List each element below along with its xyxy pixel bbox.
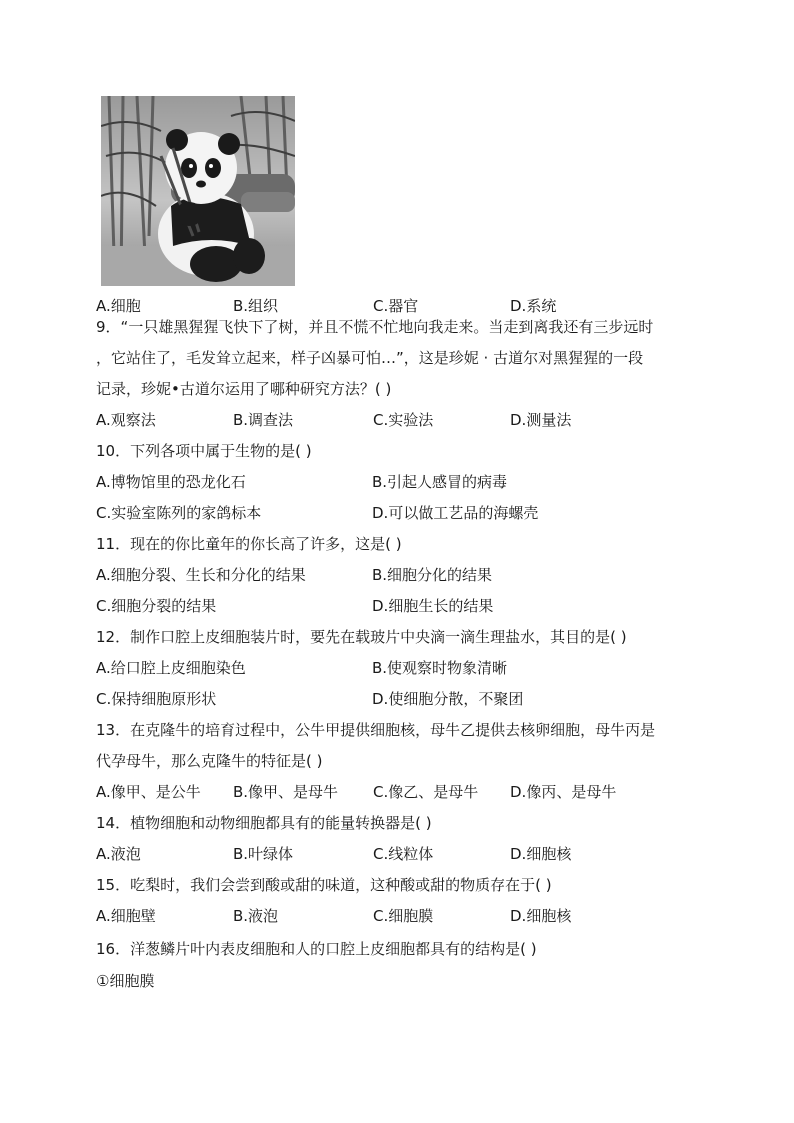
q14-option-b: B.叶绿体 xyxy=(233,845,294,863)
q16-item-1: ①细胞膜 xyxy=(96,972,155,990)
q13-option-b: B.像甲、是母牛 xyxy=(233,783,339,801)
q12-option-c: C.保持细胞原形状 xyxy=(96,690,217,708)
q15-option-a: A.细胞壁 xyxy=(96,907,156,925)
q8-option-c: C.器官 xyxy=(373,297,419,315)
q12-option-a: A.给口腔上皮细胞染色 xyxy=(96,659,246,677)
q9-option-b: B.调查法 xyxy=(233,411,294,429)
q8-option-b: B.组织 xyxy=(233,297,279,315)
q14-option-a: A.液泡 xyxy=(96,845,141,863)
panda-eating-bamboo-image xyxy=(101,96,295,286)
q15-option-c: C.细胞膜 xyxy=(373,907,434,925)
q15-option-d: D.细胞核 xyxy=(510,907,572,925)
q14-option-d: D.细胞核 xyxy=(510,845,572,863)
q9-option-d: D.测量法 xyxy=(510,411,572,429)
q13-stem-line-2: 代孕母牛，那么克隆牛的特征是( ) xyxy=(96,752,323,770)
q13-option-a: A.像甲、是公牛 xyxy=(96,783,201,801)
q9-option-c: C.实验法 xyxy=(373,411,434,429)
q9-stem-line-3: 记录，珍妮•古道尔运用了哪种研究方法？( ) xyxy=(96,380,392,398)
q12-option-b: B.使观察时物象清晰 xyxy=(372,659,508,677)
q14-option-c: C.线粒体 xyxy=(373,845,434,863)
q10-option-d: D.可以做工艺品的海螺壳 xyxy=(372,504,539,522)
q16-stem: 16．洋葱鳞片叶内表皮细胞和人的口腔上皮细胞都具有的结构是( ) xyxy=(96,940,537,958)
q15-option-b: B.液泡 xyxy=(233,907,279,925)
q10-option-c: C.实验室陈列的家鸽标本 xyxy=(96,504,262,522)
q11-option-b: B.细胞分化的结果 xyxy=(372,566,493,584)
q10-option-b: B.引起人感冒的病毒 xyxy=(372,473,508,491)
q9-option-a: A.观察法 xyxy=(96,411,156,429)
q15-stem: 15．吃梨时，我们会尝到酸或甜的味道，这种酸或甜的物质存在于( ) xyxy=(96,876,552,894)
panda-photo xyxy=(101,96,295,286)
q13-stem-line-1: 13．在克隆牛的培育过程中，公牛甲提供细胞核，母牛乙提供去核卵细胞，母牛丙是 xyxy=(96,721,656,739)
q14-stem: 14．植物细胞和动物细胞都具有的能量转换器是( ) xyxy=(96,814,432,832)
q10-option-a: A.博物馆里的恐龙化石 xyxy=(96,473,246,491)
q9-stem-line-2: ，它站住了，毛发耸立起来，样子凶暴可怕…”，这是珍妮 · 古道尔对黑猩猩的一段 xyxy=(96,349,644,367)
q9-stem-line-1: 9．“一只雄黑猩猩飞快下了树，并且不慌不忙地向我走来。当走到离我还有三步远时 xyxy=(96,318,654,336)
q13-option-d: D.像丙、是母牛 xyxy=(510,783,617,801)
q11-option-d: D.细胞生长的结果 xyxy=(372,597,494,615)
q13-option-c: C.像乙、是母牛 xyxy=(373,783,479,801)
q10-stem: 10．下列各项中属于生物的是( ) xyxy=(96,442,312,460)
q12-option-d: D.使细胞分散，不聚团 xyxy=(372,690,524,708)
q8-option-a: A.细胞 xyxy=(96,297,141,315)
q11-option-a: A.细胞分裂、生长和分化的结果 xyxy=(96,566,306,584)
q8-option-d: D.系统 xyxy=(510,297,557,315)
q11-stem: 11．现在的你比童年的你长高了许多，这是( ) xyxy=(96,535,402,553)
q12-stem: 12．制作口腔上皮细胞装片时，要先在载玻片中央滴一滴生理盐水，其目的是( ) xyxy=(96,628,627,646)
q11-option-c: C.细胞分裂的结果 xyxy=(96,597,217,615)
